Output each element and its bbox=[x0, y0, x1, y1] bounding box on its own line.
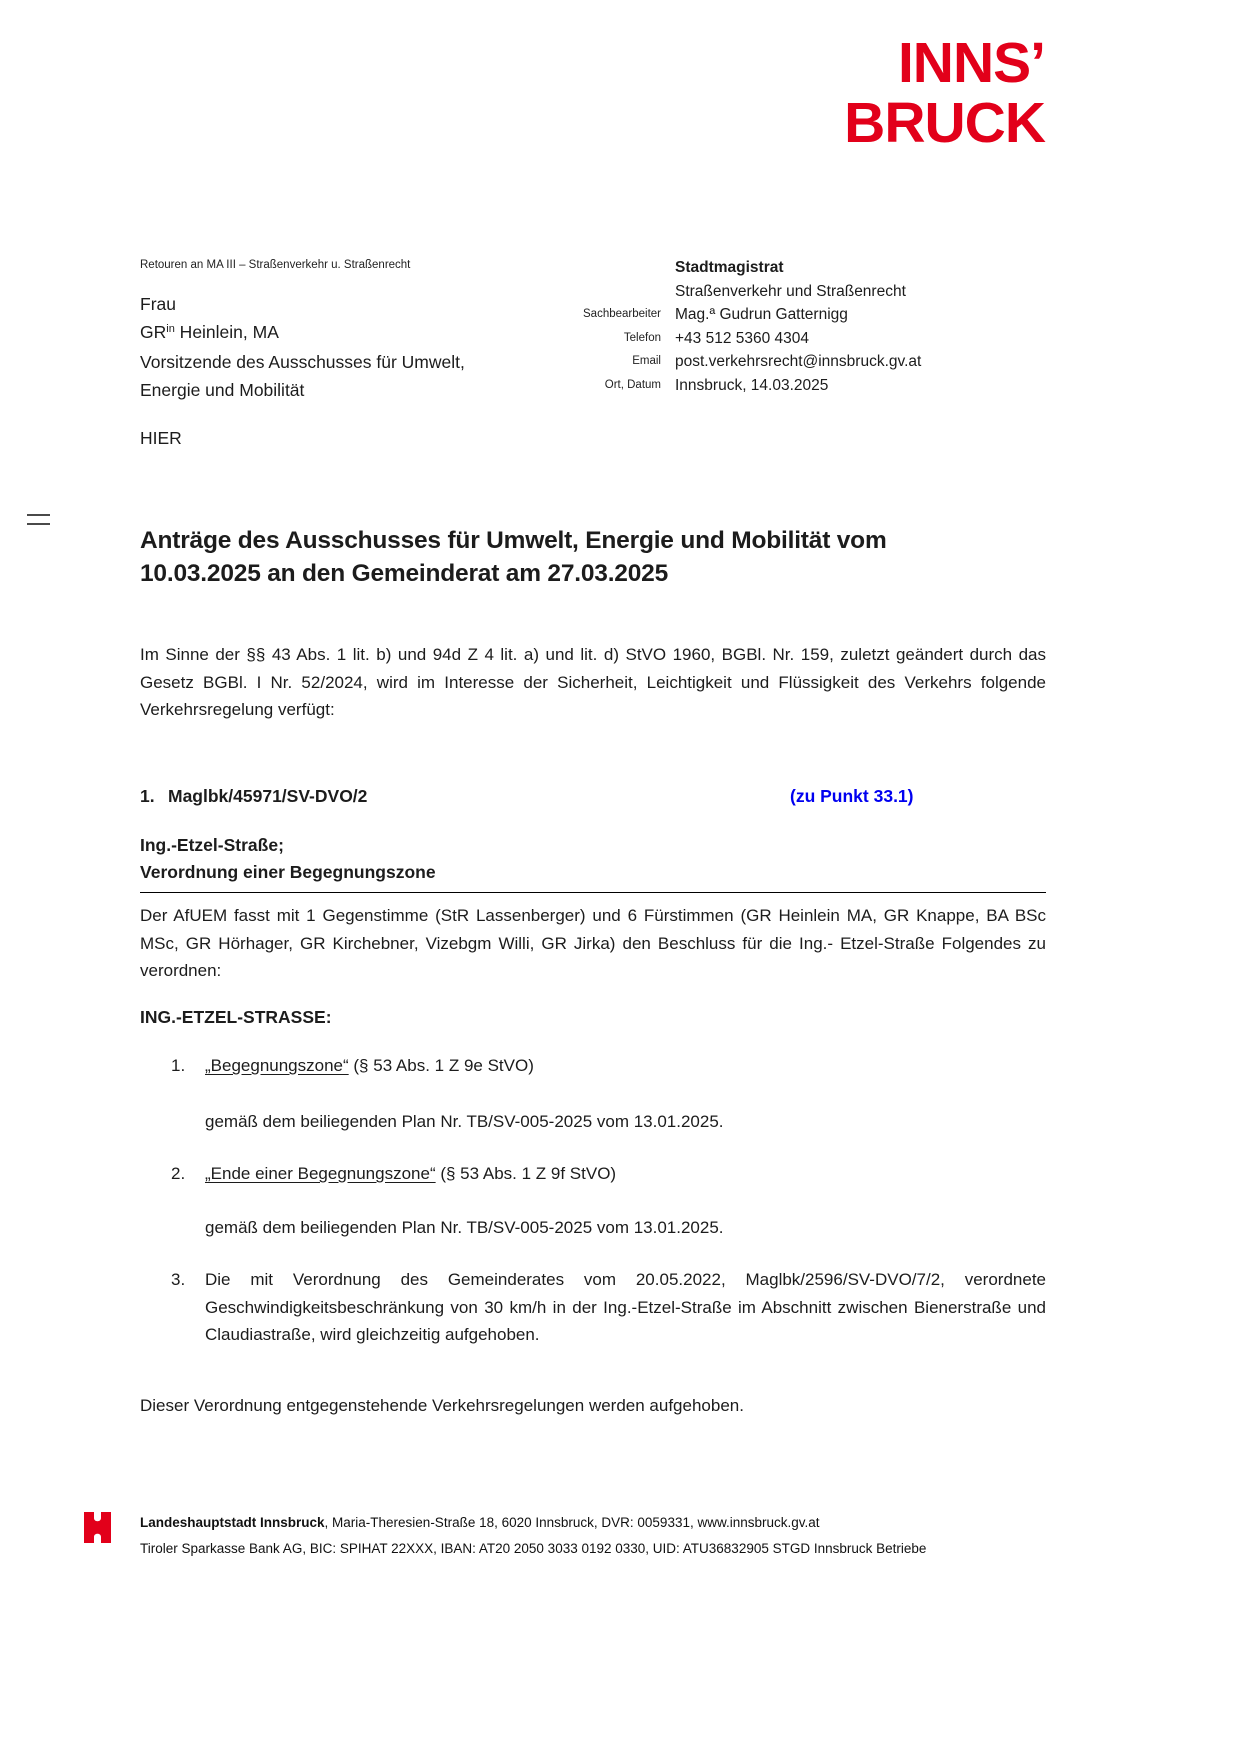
list-item-number: 2. bbox=[171, 1164, 186, 1183]
subject-street: Ing.-Etzel-Straße; bbox=[140, 835, 284, 855]
office-email-row bbox=[566, 350, 1046, 374]
phone-label: Telefon bbox=[623, 331, 661, 344]
street-heading: ING.-ETZEL-STRASSE: bbox=[140, 1007, 332, 1027]
subject-heading bbox=[140, 832, 1046, 893]
sender-office-block bbox=[566, 256, 1046, 397]
document-title-line2: 10.03.2025 an den Gemeinderat am 27.03.2025 bbox=[140, 560, 669, 587]
list-item-text bbox=[205, 1052, 1046, 1080]
office-label-spacer bbox=[566, 256, 661, 280]
list-item bbox=[171, 1052, 1046, 1080]
document-title-line1: Anträge des Ausschusses für Umwelt, Energie und Mobilität vom bbox=[140, 527, 887, 554]
footer-line-2: Tiroler Sparkasse Bank AG, BIC: SPIHAT 22XXX, IBAN: AT20 2050 3033 0192 0330, UID: ATU36832905 STGD Innsbruck Betriebe bbox=[140, 1541, 927, 1556]
closing-paragraph: Dieser Verordnung entgegenstehende Verkehrsregelungen werden aufgehoben. bbox=[140, 1396, 744, 1415]
recipient-location: HIER bbox=[140, 428, 182, 448]
office-caseworker-row bbox=[566, 303, 1046, 327]
list-item-text: Die mit Verordnung des Gemeinderates vom 20.05.2022, Maglbk/2596/SV-DVO/7/2, verordnete Geschwindigkeitsbeschränkung von 30 km/h in der Ing.-Etzel-Straße im Abschnitt zwischen Bienerstraße und Claudiastraße, wird gleichzeitig aufgehoben. bbox=[205, 1270, 1046, 1344]
regulation-name: „Begegnungszone“ bbox=[205, 1056, 349, 1075]
list-item-number: 3. bbox=[171, 1270, 186, 1289]
caseworker-label: Sachbearbeiter bbox=[583, 308, 661, 320]
recipient-name-prefix: GR bbox=[140, 321, 167, 342]
intro-paragraph: Im Sinne der §§ 43 Abs. 1 lit. b) und 94d Z 4 lit. a) und lit. d) StVO 1960, BGBl. Nr. 159, zuletzt geändert durch das Gesetz BGBl. I Nr. 52/2024, wird im Interesse der Sicherheit, Leichtigkeit und Flüssigkeit des Verkehrs folgende Verkehrsregelung verfügt: bbox=[140, 645, 1046, 719]
agenda-item-reference: Maglbk/45971/SV-DVO/2 bbox=[168, 786, 368, 806]
innsbruck-logo-line2: BRUCK bbox=[844, 91, 1045, 155]
phone-value: +43 512 5360 4304 bbox=[675, 329, 810, 347]
decision-paragraph: Der AfUEM fasst mit 1 Gegenstimme (StR Lassenberger) und 6 Fürstimmen (GR Heinlein MA, GR Knappe, BA BSc MSc, GR Hörhager, GR Kirchebner, Vizebgm Willi, GR Jirka) den Beschluss für die Ing.- Etzel-Straße Folgendes zu verordnen: bbox=[140, 906, 1046, 980]
agenda-item-header bbox=[140, 786, 1046, 807]
return-address-note: Retouren an MA III – Straßenverkehr u. Straßenrecht bbox=[140, 259, 411, 271]
innsbruck-logo-line1: INNS’ bbox=[897, 31, 1045, 95]
recipient-name bbox=[140, 319, 465, 350]
subject-matter: Verordnung einer Begegnungszone bbox=[140, 862, 436, 882]
footer-address: , Maria-Theresien-Straße 18, 6020 Innsbruck, DVR: 0059331, www.innsbruck.gv.at bbox=[324, 1515, 820, 1530]
office-unit-row bbox=[566, 280, 1046, 304]
date-value: Innsbruck, 14.03.2025 bbox=[675, 376, 829, 394]
office-unit: Straßenverkehr und Straßenrecht bbox=[675, 282, 906, 300]
list-item bbox=[171, 1160, 1046, 1188]
list-item-text bbox=[205, 1160, 1046, 1188]
caseworker-value: Mag.ª Gudrun Gatternigg bbox=[675, 306, 848, 323]
innsbruck-logo bbox=[844, 33, 1045, 153]
recipient-name-rest: Heinlein, MA bbox=[174, 321, 279, 342]
regulation-name: „Ende einer Begegnungszone“ bbox=[205, 1164, 436, 1183]
document-title bbox=[140, 524, 1055, 590]
footer-line-1 bbox=[140, 1510, 1150, 1536]
office-label-spacer bbox=[566, 280, 661, 304]
office-phone-row bbox=[566, 327, 1046, 351]
recipient-role-line1: Vorsitzende des Ausschusses für Umwelt, bbox=[140, 352, 465, 372]
email-value: post.verkehrsrecht@innsbruck.gv.at bbox=[675, 353, 922, 370]
office-date-row bbox=[566, 374, 1046, 398]
recipient-block bbox=[140, 291, 465, 404]
email-label: Email bbox=[632, 355, 661, 367]
fold-mark bbox=[27, 523, 50, 525]
plan-reference: gemäß dem beiliegenden Plan Nr. TB/SV-005-2025 vom 13.01.2025. bbox=[205, 1112, 724, 1131]
office-org: Stadtmagistrat bbox=[675, 259, 784, 276]
footer-city-name: Landeshauptstadt Innsbruck bbox=[140, 1515, 325, 1530]
list-item-number: 1. bbox=[171, 1056, 186, 1075]
agenda-point-reference: (zu Punkt 33.1) bbox=[790, 786, 914, 806]
footer bbox=[140, 1510, 1150, 1562]
plan-reference: gemäß dem beiliegenden Plan Nr. TB/SV-005-2025 vom 13.01.2025. bbox=[205, 1218, 724, 1237]
list-item bbox=[171, 1266, 1046, 1349]
recipient-salutation: Frau bbox=[140, 294, 176, 314]
recipient-name-superscript: in bbox=[166, 322, 175, 335]
agenda-item-number: 1. bbox=[140, 786, 155, 806]
recipient-role-line2: Energie und Mobilität bbox=[140, 379, 305, 400]
fold-mark bbox=[27, 514, 50, 516]
date-label: Ort, Datum bbox=[604, 378, 661, 391]
innsbruck-crest-icon bbox=[84, 1512, 111, 1543]
office-org-row bbox=[566, 256, 1046, 280]
regulation-statute: (§ 53 Abs. 1 Z 9f StVO) bbox=[435, 1164, 617, 1183]
regulation-statute: (§ 53 Abs. 1 Z 9e StVO) bbox=[348, 1056, 534, 1075]
